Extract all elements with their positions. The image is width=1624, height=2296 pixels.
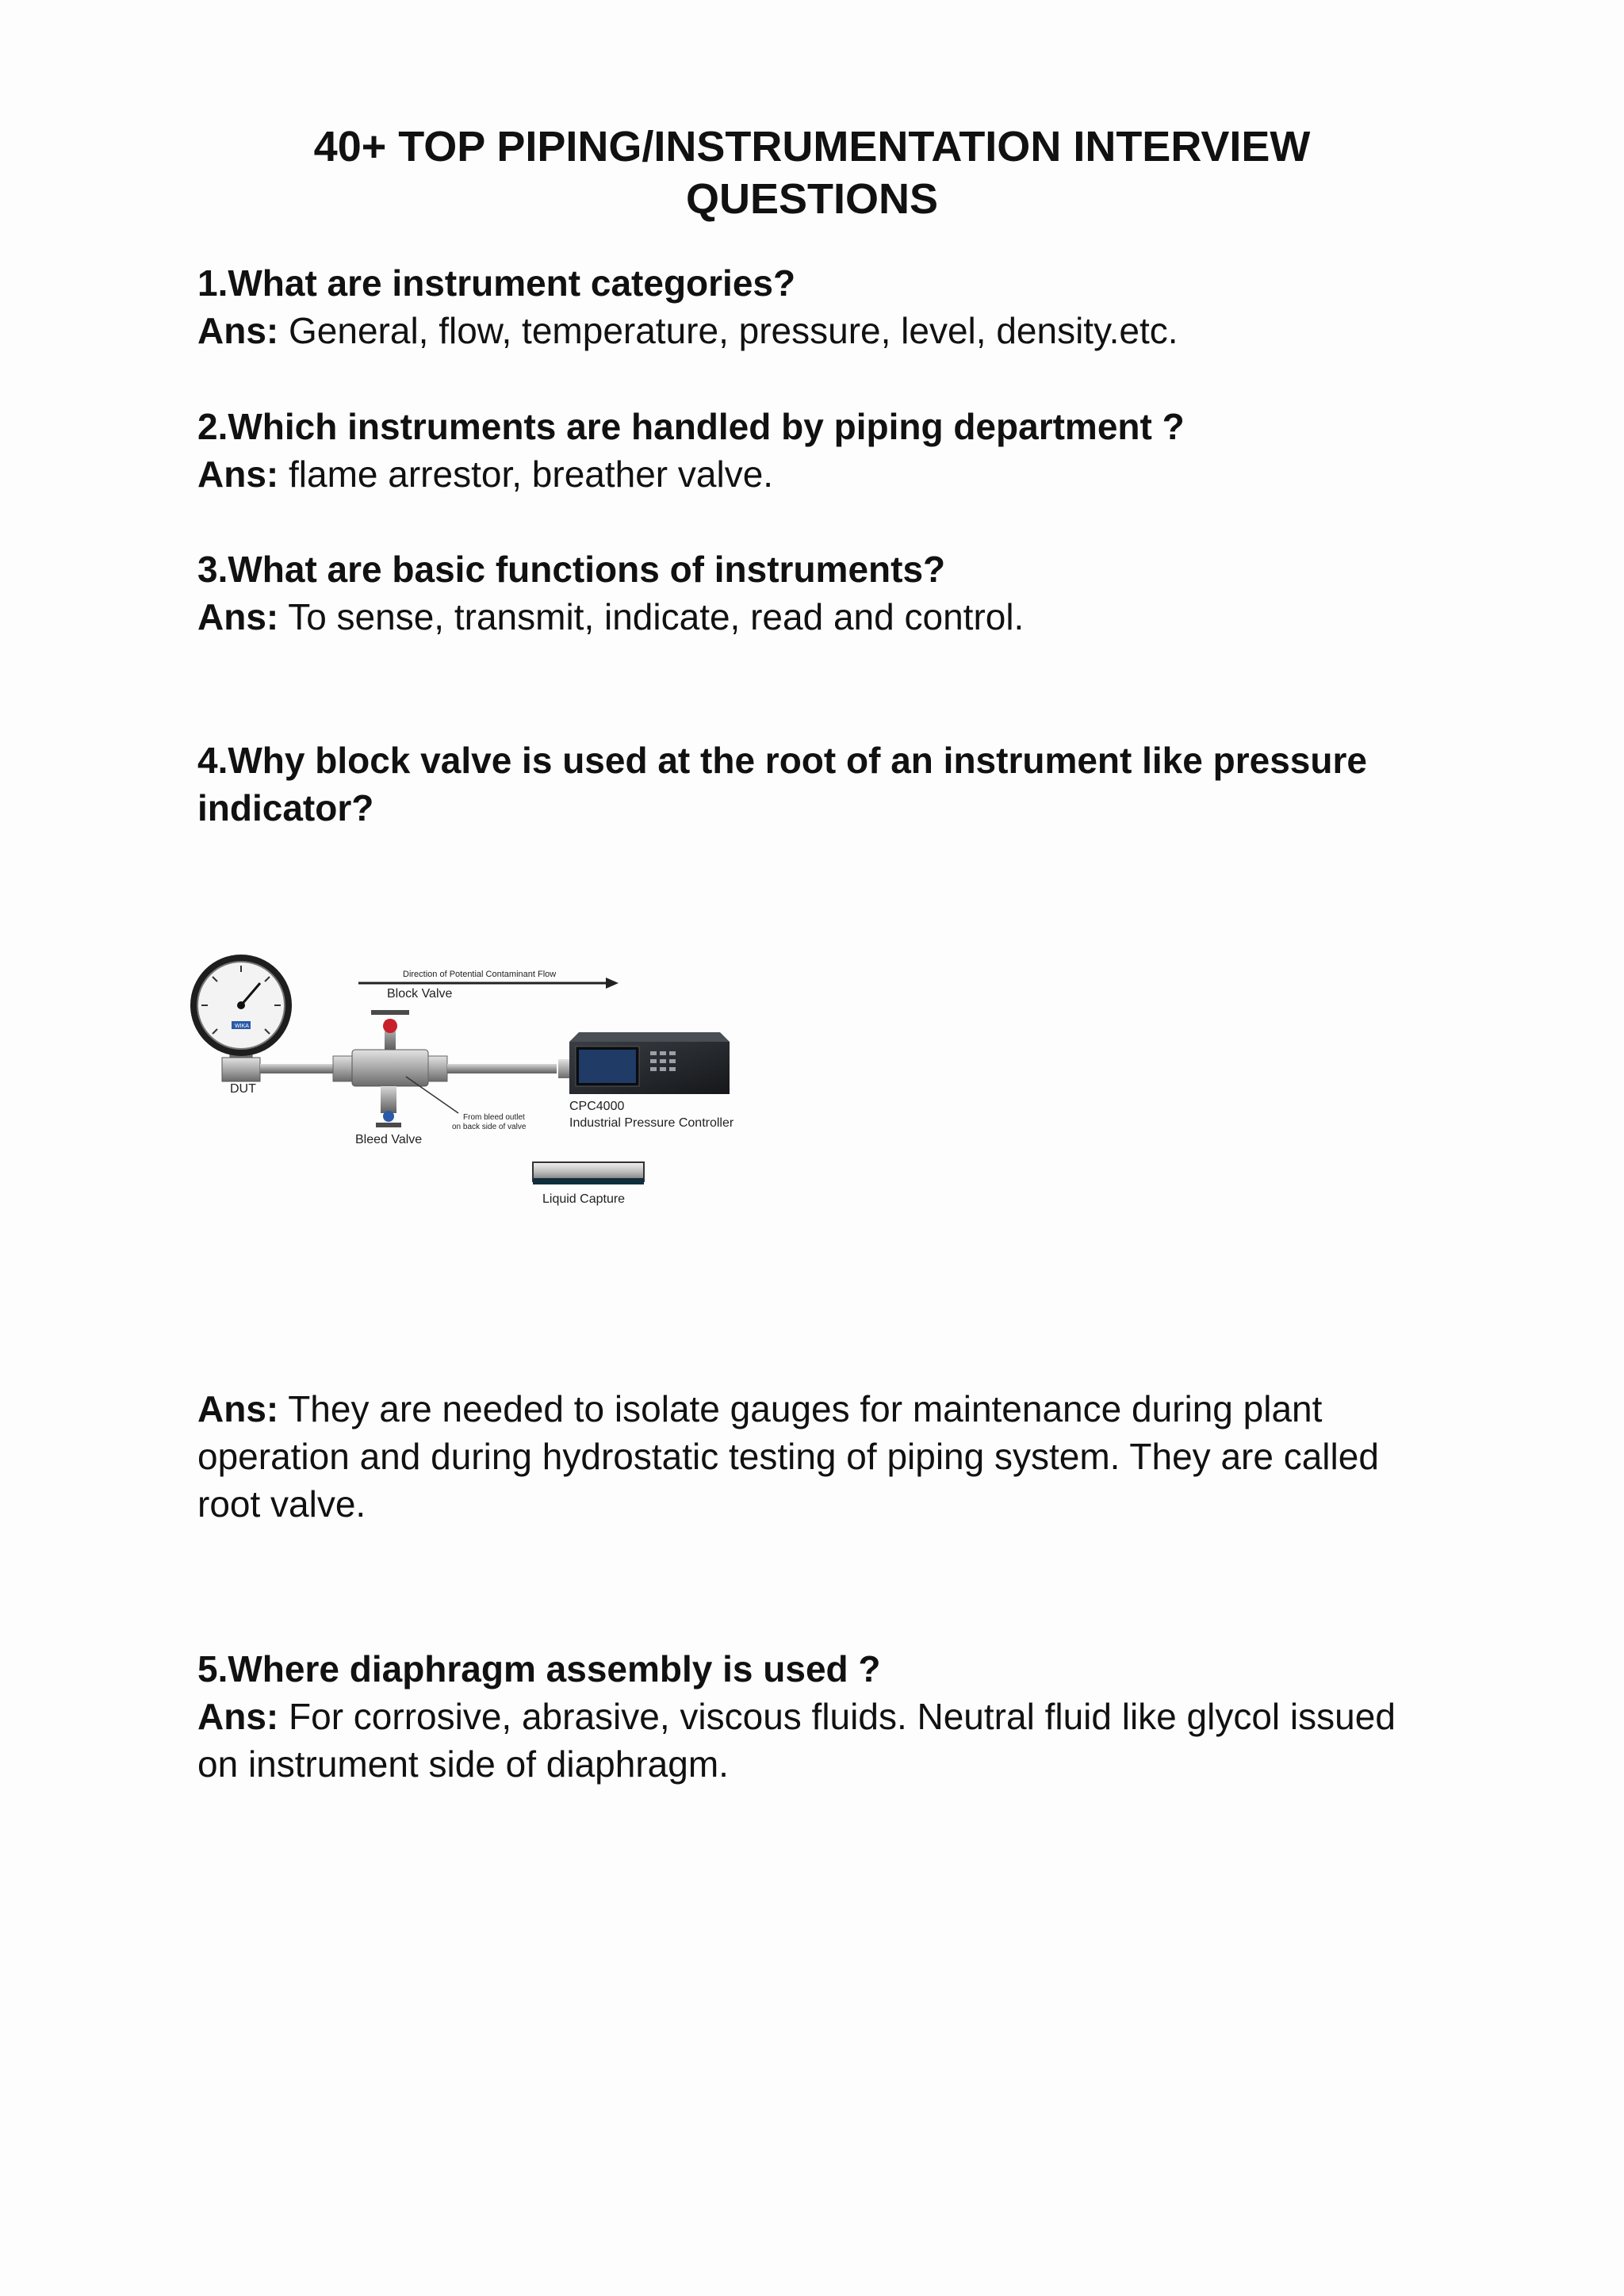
block-valve-handle-icon bbox=[371, 1010, 409, 1050]
qa-item-4-answer bbox=[197, 1385, 1434, 1528]
gauge-brand-label: WIKA bbox=[235, 1024, 249, 1029]
block-valve-body bbox=[333, 1050, 447, 1086]
bleed-outlet-pointer bbox=[406, 1077, 458, 1113]
bleed-outlet-label-line2: on back side of valve bbox=[452, 1123, 527, 1131]
question-4: 4.Why block valve is used at the root of an instrument like pressure indicator? bbox=[197, 740, 1367, 828]
qa-item-5 bbox=[197, 1645, 1434, 1788]
answer-label: Ans: bbox=[197, 453, 279, 495]
dut-block bbox=[222, 1058, 260, 1081]
diagram-svg bbox=[190, 943, 777, 1221]
controller-name-label: Industrial Pressure Controller bbox=[569, 1116, 734, 1130]
answer-label: Ans: bbox=[197, 310, 279, 351]
liquid-capture-label: Liquid Capture bbox=[542, 1192, 626, 1206]
answer-text: flame arrestor, breather valve. bbox=[289, 453, 774, 495]
answer-label: Ans: bbox=[197, 1696, 279, 1737]
answer-1 bbox=[197, 307, 1434, 354]
answer-4 bbox=[197, 1385, 1434, 1528]
pipe-right bbox=[447, 1064, 557, 1073]
question-1: 1.What are instrument categories? bbox=[197, 262, 796, 304]
answer-label: Ans: bbox=[197, 1388, 279, 1429]
question-2: 2.Which instruments are handled by piping department ? bbox=[197, 406, 1185, 447]
page-title: 40+ TOP PIPING/INSTRUMENTATION INTERVIEW QUESTIONS bbox=[313, 123, 1311, 223]
bleed-valve-label: Bleed Valve bbox=[355, 1133, 423, 1146]
answer-2 bbox=[197, 450, 1434, 498]
qa-item-4 bbox=[197, 737, 1434, 832]
answer-3 bbox=[197, 593, 1434, 641]
bleed-valve-icon bbox=[376, 1086, 401, 1127]
answer-text: They are needed to isolate gauges for maintenance during plant operation and during hydrostatic testing of piping system. They are called root valve. bbox=[197, 1388, 1379, 1525]
pressure-controller-icon bbox=[558, 1032, 730, 1094]
bleed-outlet-label-line1: From bleed outlet bbox=[463, 1113, 525, 1122]
answer-text: General, flow, temperature, pressure, level, density.etc. bbox=[289, 310, 1178, 351]
pipe-left bbox=[260, 1064, 333, 1073]
question-3: 3.What are basic functions of instruments? bbox=[197, 549, 946, 590]
answer-label: Ans: bbox=[197, 596, 279, 637]
block-valve-label: Block Valve bbox=[387, 987, 453, 1001]
dut-label: DUT bbox=[230, 1082, 256, 1096]
answer-text: For corrosive, abrasive, viscous fluids. Neutral fluid like glycol issued on instrument side of diaphragm. bbox=[197, 1696, 1396, 1785]
liquid-capture-tray bbox=[533, 1162, 644, 1184]
pressure-gauge-icon bbox=[190, 955, 292, 1058]
question-5: 5.Where diaphragm assembly is used ? bbox=[197, 1648, 881, 1689]
qa-item-1 bbox=[197, 259, 1434, 354]
answer-text: To sense, transmit, indicate, read and control. bbox=[288, 596, 1025, 637]
qa-item-3 bbox=[197, 545, 1434, 641]
flow-direction-label: Direction of Potential Contaminant Flow bbox=[403, 970, 557, 979]
qa-item-2 bbox=[197, 403, 1434, 498]
controller-model-label: CPC4000 bbox=[569, 1100, 625, 1113]
answer-5 bbox=[197, 1693, 1434, 1788]
block-valve-diagram bbox=[190, 943, 777, 1221]
